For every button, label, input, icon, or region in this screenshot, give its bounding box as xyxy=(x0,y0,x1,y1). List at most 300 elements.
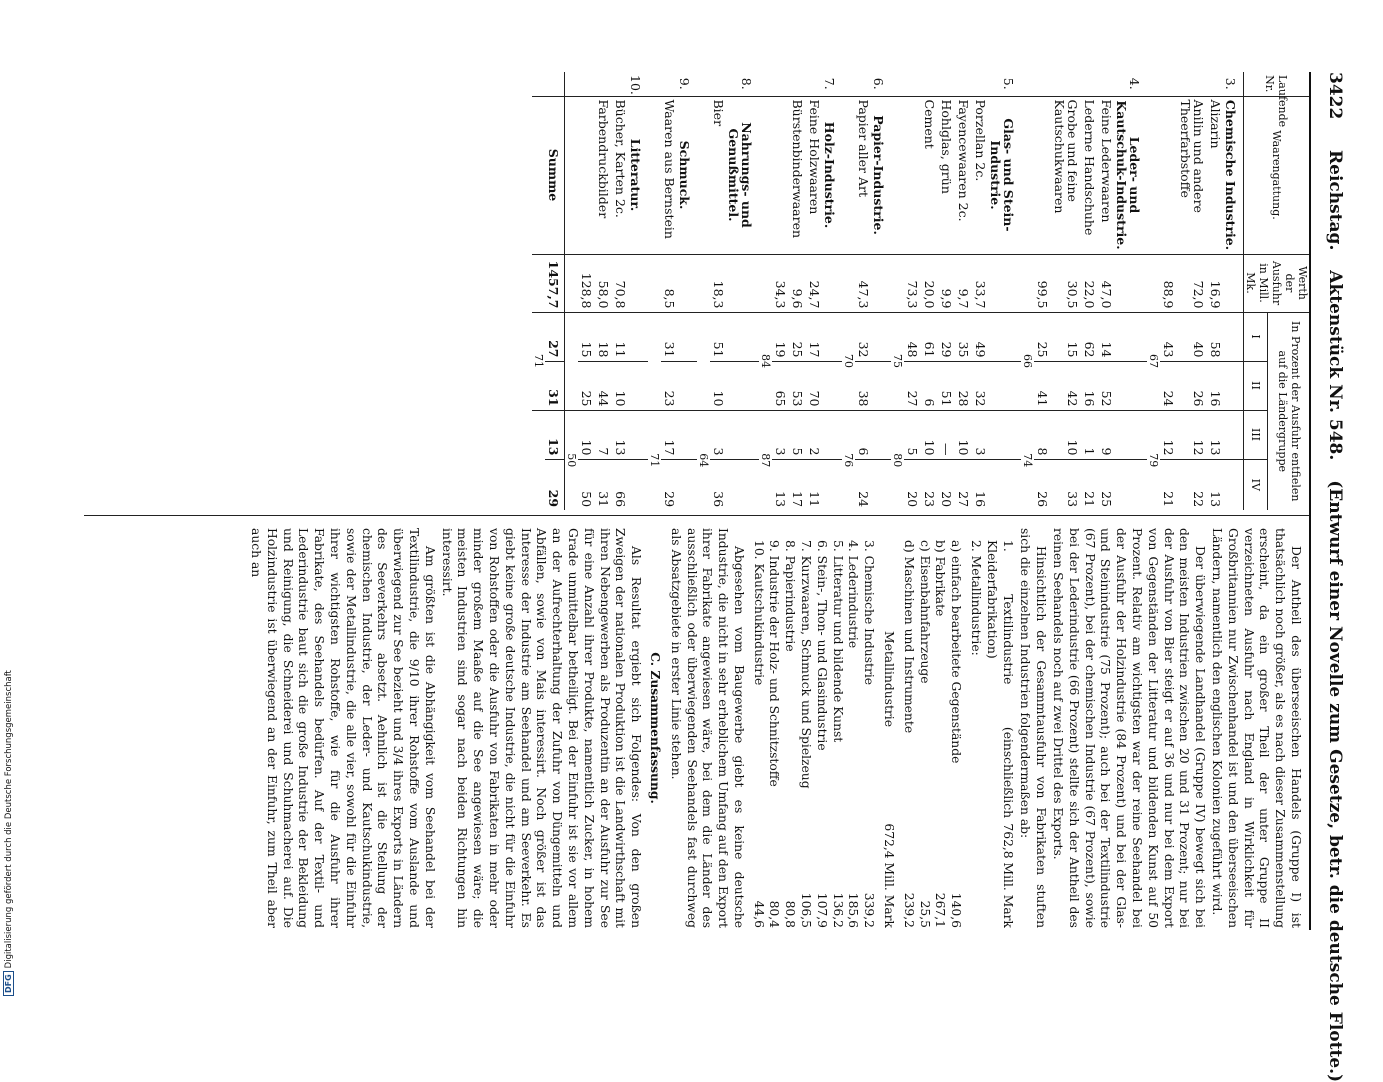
subtotal-i-iii: 74 xyxy=(1021,453,1034,468)
total-percent: 13 xyxy=(545,410,565,459)
table-row xyxy=(1034,72,1051,510)
table-row xyxy=(1081,72,1098,510)
total-subtotal-row xyxy=(532,72,545,510)
empty-cell xyxy=(823,410,842,459)
group-percent: 31 xyxy=(596,491,611,508)
subtotal-i-ii: 75 xyxy=(891,312,904,410)
group-percent: 7 xyxy=(595,410,612,459)
empty-cell xyxy=(678,410,697,459)
col-header-value: Werth der Ausfuhr in Mill. Mk. xyxy=(1244,254,1310,312)
table-body xyxy=(532,72,1244,510)
group-percent: 26 xyxy=(1035,491,1050,508)
row-number: 8. xyxy=(727,72,759,96)
empty-cell xyxy=(678,312,697,361)
empty-cell xyxy=(789,72,806,96)
running-title xyxy=(1325,150,1345,1082)
empty-cell xyxy=(629,410,648,459)
group-percent: 21 xyxy=(1161,491,1176,508)
export-value: 34,3 xyxy=(772,254,789,312)
group-percent: 13 xyxy=(773,491,788,508)
empty-cell xyxy=(1224,312,1244,361)
group-percent: 16 xyxy=(1081,361,1098,410)
group-percent: 42 xyxy=(1051,361,1081,410)
empty-cell xyxy=(629,459,648,510)
group-percent: 51 xyxy=(938,361,955,410)
group-percent: 11 xyxy=(807,491,822,508)
list-item-label: 7. Kurzwaaren, Schmuck und Spielzeug xyxy=(799,540,814,789)
empty-cell xyxy=(595,72,612,96)
item-name: Anilin und andere Theerfarbstoffe xyxy=(1177,96,1207,254)
row-number: 10. xyxy=(629,72,648,96)
subtotal-i-ii: 66 xyxy=(1021,312,1034,410)
item-name: Farbendruckbilder xyxy=(595,96,612,254)
empty-cell xyxy=(842,254,855,312)
export-value: 72,0 xyxy=(1177,254,1207,312)
table-row xyxy=(904,72,921,510)
export-value: 30,5 xyxy=(1051,254,1081,312)
table-section-row xyxy=(823,72,842,510)
subtotal-i-iii: 64 xyxy=(697,453,710,468)
col-header-group: II xyxy=(1244,361,1268,410)
group-percent: 25 xyxy=(789,312,806,361)
table-row xyxy=(661,72,678,510)
paragraph: Hinsichtlich der Gesammtausfuhr von Fabrikaten stuften sich die einzelnen Industrien folgendermaßen ab: xyxy=(1018,528,1049,928)
group-percent: 29 xyxy=(662,491,677,508)
empty-cell xyxy=(1147,96,1160,254)
table-row xyxy=(789,72,806,510)
group-percent: 33 xyxy=(1065,491,1080,508)
empty-cell xyxy=(806,72,823,96)
item-name: Papier aller Art xyxy=(855,96,872,254)
table-row xyxy=(855,72,872,510)
empty-cell xyxy=(565,96,579,254)
subtotal-row xyxy=(842,72,855,510)
row-number: 3. xyxy=(1224,72,1244,96)
empty-cell xyxy=(727,254,759,312)
export-value: 8,5 xyxy=(661,254,678,312)
table-row xyxy=(1207,72,1224,510)
paragraph: Als Resultat ergiebt sich Folgendes: Von den großen Zweigen der nationalen Produktion ist die Landwirthschaft mit ihren Nebengewerben als Produzentin an der Ausfuhr zur See für eine Anzahl ihrer Produkte, namentlich Zucker, in hohem Grade unmittelbar betheiligt. Bei der Einfuhr ist sie vor allem an der Aufrechterhaltung der Zufuhr von Düngemitteln und Abfällen, sowie von Mais interessirt. Noch größer ist das Interesse der Industrie am Seehandel und am Seeverkehr. Es giebt keine große deutsche Industrie, die nicht für die Einfuhr von Rohstoffen oder die Ausfuhr von Fabrikaten in mehr oder minder großem Maaße auf die See angewiesen wäre; die meisten Industrien sind sogar nach beiden Richtungen hin interessirt. xyxy=(439,528,644,928)
empty-cell xyxy=(891,72,904,96)
table-row xyxy=(938,72,955,510)
empty-cell xyxy=(648,96,661,254)
section-name xyxy=(727,96,759,254)
dfg-logo: DFG xyxy=(3,971,14,996)
item-name: Cement xyxy=(921,96,938,254)
section-title: Holz-Industrie. xyxy=(822,121,837,229)
empty-cell xyxy=(1224,459,1244,510)
list-item-value: 239,2 xyxy=(901,892,916,928)
table-section-row xyxy=(989,72,1021,510)
section-title: Leder- und Kautschuk-Industrie. xyxy=(1114,100,1142,250)
list-item xyxy=(829,528,845,928)
item-name: Fayencewaaren 2c. xyxy=(955,96,972,254)
section-name xyxy=(872,96,891,254)
section-title: Litteratur. xyxy=(628,138,643,212)
col-header-group: I xyxy=(1244,312,1268,361)
empty-cell xyxy=(727,361,759,410)
group-percent: 38 xyxy=(855,361,872,410)
total-subtotal: 71 xyxy=(532,312,545,410)
section-title: Reichstag. xyxy=(1325,150,1345,251)
row-number: 9. xyxy=(678,72,697,96)
subtotal-row xyxy=(891,72,904,510)
group-percent: 25 xyxy=(578,361,595,410)
group-percent: 10 xyxy=(955,410,972,459)
list-item xyxy=(766,528,782,928)
item-name xyxy=(578,96,595,254)
list-item-label: 10. Kautschukindustrie xyxy=(751,540,766,686)
group-percent: 49 xyxy=(972,312,989,361)
group-percent: 58 xyxy=(1207,312,1224,361)
group-percent: 16 xyxy=(1207,361,1224,410)
group-percent: 10 xyxy=(612,361,629,410)
list-item-value: 140,6 xyxy=(949,892,964,928)
group-percent: 5 xyxy=(904,410,921,459)
empty-cell xyxy=(697,72,710,96)
subtotal-i-iii: 76 xyxy=(842,453,855,468)
section-title: Papier-Industrie. xyxy=(871,115,886,235)
section-name xyxy=(1224,96,1244,254)
header-rule xyxy=(1309,72,1311,930)
empty-cell xyxy=(891,254,904,312)
item-name: Alizarin xyxy=(1207,96,1224,254)
group-percent: 9 xyxy=(1098,410,1115,459)
list-item xyxy=(782,528,798,928)
empty-cell xyxy=(842,72,855,96)
row-number: 4. xyxy=(1115,72,1147,96)
group-percent: 5 xyxy=(789,410,806,459)
empty-cell xyxy=(1021,72,1034,96)
subtotal-i-iii: 80 xyxy=(891,453,904,468)
empty-cell xyxy=(872,254,891,312)
subtotal-row xyxy=(1147,72,1160,510)
empty-cell xyxy=(1147,254,1160,312)
empty-cell xyxy=(872,410,891,459)
list-item xyxy=(916,528,932,928)
section-name xyxy=(989,96,1021,254)
list-item: 1. Textilindustrie (einschließlich Kleiderfabrikation) 762,8 Mill. Mark xyxy=(984,540,1015,928)
empty-cell xyxy=(989,361,1021,410)
table-row xyxy=(772,72,789,510)
empty-cell xyxy=(1051,72,1081,96)
group-percent: 62 xyxy=(1081,312,1098,361)
export-value: 47,3 xyxy=(855,254,872,312)
list-item-value: 339,2 xyxy=(862,892,877,928)
item-name: Feine Holzwaaren xyxy=(806,96,823,254)
col-header-name: Waarengattung. xyxy=(1244,96,1310,254)
empty-cell xyxy=(678,254,697,312)
group-percent: 8 xyxy=(1034,410,1051,459)
table-row xyxy=(1098,72,1115,510)
list-item xyxy=(845,528,861,928)
subject-title: (Entwurf einer Novelle zum Gesetze, betr. die deutsche Flotte.) xyxy=(1325,480,1345,1082)
col-header-group: IV xyxy=(1244,459,1268,510)
list-item-label: 4. Lederindustrie xyxy=(846,540,861,649)
list-item-label: d) Maschinen und Instrumente xyxy=(901,540,916,734)
paragraph: Der überwiegende Landhandel (Gruppe IV) bewegt sich bei den meisten Industrien zwischen 20 und 31 Prozent; nur bei der Ausfuhr von Bier steigt er auf 36 und nur bei dem Export von Gegenständen der Litteratur und bildenden Kunst auf 50 Prozent. Relativ am wichtigsten war der reine Seehandel bei der Ausfuhr der Holzindustrie (84 Prozent) und bei der Glas- und Steinindustrie (75 Prozent); auch bei der Textilindustrie (67 Prozent), bei der chemischen Industrie (67 Prozent), sowie bei der Lederindustrie (66 Prozent) stellte sich der Antheil des reinen Seehandels noch auf zwei Drittel des Exports. xyxy=(1051,528,1208,928)
group-percent: 19 xyxy=(772,312,789,361)
list-item xyxy=(900,528,916,928)
export-value: 47,0 xyxy=(1098,254,1115,312)
empty-cell xyxy=(532,410,545,510)
item-name: Waaren aus Bernstein xyxy=(661,96,678,254)
empty-cell xyxy=(629,361,648,410)
empty-cell xyxy=(710,72,727,96)
list-item: Metallindustrie 672,4 Mill. Mark xyxy=(882,631,897,928)
group-percent: 31 xyxy=(661,312,678,361)
group-percent: 66 xyxy=(613,491,628,508)
metal-industry-total xyxy=(880,528,896,928)
subtotal-row xyxy=(1021,72,1034,510)
empty-cell xyxy=(891,96,904,254)
table-section-row xyxy=(1115,72,1147,510)
empty-cell xyxy=(772,72,789,96)
empty-cell xyxy=(989,459,1021,510)
empty-cell xyxy=(678,459,697,510)
subtotal-i-ii xyxy=(697,312,710,410)
page-number: 3422 xyxy=(1325,72,1345,120)
group-percent: 12 xyxy=(1160,410,1177,459)
empty-cell xyxy=(565,72,579,96)
document-title: Aktenstück Nr. 548. xyxy=(1325,270,1345,461)
group-percent: 23 xyxy=(922,491,937,508)
empty-cell xyxy=(648,72,661,96)
group-percent: 50 xyxy=(579,491,594,508)
empty-cell xyxy=(1207,72,1224,96)
list-item-value: 106,5 xyxy=(799,892,814,928)
paragraph: Der Antheil des überseeischen Handels (Gruppe I) ist thatsächlich noch größer, als es nach dieser Zusammenstellung erscheint, da ein großer Theil der unter Gruppe II verzeichneten Ausfuhr nach England in Wirklichkeit für Großbritannien nur Zwischenhandel ist und den überseeischen Ländern, namentlich den englischen Kolonien zugeführt wird. xyxy=(1210,528,1303,928)
list-item-value: 80,4 xyxy=(767,900,782,928)
table-row xyxy=(972,72,989,510)
group-percent: 27 xyxy=(904,361,921,410)
digitization-text: Digitalisierung gefördert durch die Deutsche Forschungsgemeinschaft xyxy=(4,670,14,969)
subtotal-i-ii: 70 xyxy=(842,312,855,410)
empty-cell xyxy=(842,96,855,254)
list-item xyxy=(947,528,963,928)
industry-list-1 xyxy=(967,528,1014,928)
table-row xyxy=(1051,72,1081,510)
empty-cell xyxy=(921,72,938,96)
empty-cell xyxy=(1115,254,1147,312)
empty-cell xyxy=(727,312,759,361)
group-percent: 12 xyxy=(1177,410,1207,459)
item-name: Porzellan 2c. xyxy=(972,96,989,254)
group-percent: 6 xyxy=(921,361,938,410)
export-value: 99,5 xyxy=(1034,254,1051,312)
group-percent: 10 xyxy=(710,361,727,410)
empty-cell xyxy=(1115,361,1147,410)
table-section-row xyxy=(1224,72,1244,510)
subtotal-i-ii: 84 xyxy=(759,312,772,410)
export-value: 9,9 xyxy=(938,254,955,312)
export-value: 9,7 xyxy=(955,254,972,312)
empty-cell xyxy=(1021,254,1034,312)
subtotal-row xyxy=(759,72,772,510)
subtotal-row xyxy=(565,72,579,510)
empty-cell xyxy=(678,361,697,410)
section-name xyxy=(629,96,648,254)
group-percent: 61 xyxy=(921,312,938,361)
group-percent: 51 xyxy=(710,312,727,361)
empty-cell xyxy=(955,72,972,96)
export-value: 33,7 xyxy=(972,254,989,312)
empty-cell xyxy=(661,72,678,96)
table-section-row xyxy=(678,72,697,510)
empty-cell xyxy=(1160,72,1177,96)
table-section-row xyxy=(727,72,759,510)
empty-cell xyxy=(1115,312,1147,361)
empty-cell xyxy=(823,361,842,410)
empty-cell xyxy=(938,72,955,96)
empty-cell xyxy=(1224,410,1244,459)
empty-cell xyxy=(1034,72,1051,96)
list-item-value: 80,8 xyxy=(783,900,798,928)
item-name: Feine Lederwaaren xyxy=(1098,96,1115,254)
group-percent: 22 xyxy=(1191,491,1206,508)
row-number: 6. xyxy=(872,72,891,96)
group-percent: 23 xyxy=(661,361,678,410)
empty-cell xyxy=(697,254,710,312)
empty-cell xyxy=(545,72,565,96)
group-percent: 2 xyxy=(806,410,823,459)
export-table xyxy=(99,72,1309,510)
export-value: 128,8 xyxy=(578,254,595,312)
group-percent: 53 xyxy=(789,361,806,410)
subtotal-i-iii: 87 xyxy=(759,453,772,468)
list-item-value: 267,1 xyxy=(933,892,948,928)
empty-cell xyxy=(872,459,891,510)
section-title: Schmuck. xyxy=(677,140,692,210)
subtotal-row xyxy=(697,72,710,510)
list-item-label: 3. Chemische Industrie xyxy=(862,540,877,686)
empty-cell xyxy=(1147,72,1160,96)
table-row xyxy=(1160,72,1177,510)
list-item-value: 107,9 xyxy=(814,892,829,928)
table-row xyxy=(955,72,972,510)
group-percent: 18 xyxy=(595,312,612,361)
total-percent: 27 xyxy=(545,312,565,361)
table-row xyxy=(806,72,823,510)
empty-cell xyxy=(823,459,842,510)
group-percent: 40 xyxy=(1177,312,1207,361)
empty-cell xyxy=(872,361,891,410)
list-item xyxy=(860,528,876,928)
group-percent: 65 xyxy=(772,361,789,410)
group-percent: 3 xyxy=(972,410,989,459)
list-item-value: 25,5 xyxy=(917,900,932,928)
group-percent: 35 xyxy=(955,312,972,361)
export-value: 24,7 xyxy=(806,254,823,312)
empty-cell xyxy=(532,254,545,312)
list-item-label: c) Eisenbahnfahrzeuge xyxy=(917,540,932,684)
subtotal-i-iii: 50 xyxy=(565,453,578,468)
empty-cell xyxy=(1224,361,1244,410)
table-row xyxy=(921,72,938,510)
group-percent: 52 xyxy=(1098,361,1115,410)
empty-cell xyxy=(759,72,772,96)
group-percent: 41 xyxy=(1034,361,1051,410)
digitization-note xyxy=(3,670,14,996)
empty-cell xyxy=(648,254,661,312)
total-row xyxy=(545,72,565,510)
body-text xyxy=(246,528,1303,928)
item-name xyxy=(904,96,921,254)
empty-cell xyxy=(1224,254,1244,312)
group-percent: 44 xyxy=(595,361,612,410)
total-percent: 29 xyxy=(545,459,565,510)
export-value: 16,9 xyxy=(1207,254,1224,312)
group-percent: 15 xyxy=(1051,312,1081,361)
empty-cell xyxy=(697,96,710,254)
group-percent: 29 xyxy=(938,312,955,361)
subtotal-i-ii xyxy=(565,312,579,410)
subtotal-i-ii xyxy=(648,312,661,410)
section-title: Nahrungs- und Genußmittel. xyxy=(726,122,754,228)
group-percent: 36 xyxy=(711,491,726,508)
group-percent: 17 xyxy=(806,312,823,361)
group-percent: 13 xyxy=(612,410,629,459)
col-header-no: Laufende Nr. xyxy=(1244,72,1310,96)
table-section-row xyxy=(629,72,648,510)
empty-cell xyxy=(1081,72,1098,96)
group-percent: 14 xyxy=(1098,312,1115,361)
empty-cell xyxy=(565,254,579,312)
item-name xyxy=(1160,96,1177,254)
empty-cell xyxy=(872,312,891,361)
group-percent: 10 xyxy=(1051,410,1081,459)
empty-cell xyxy=(823,312,842,361)
table-row xyxy=(595,72,612,510)
group-percent: 6 xyxy=(855,410,872,459)
list-item xyxy=(932,528,948,928)
page-header xyxy=(1315,72,1345,1082)
item-name: Bier xyxy=(710,96,727,254)
export-value: 20,0 xyxy=(921,254,938,312)
list-item-value: 136,2 xyxy=(830,892,845,928)
table-row xyxy=(710,72,727,510)
group-percent: 3 xyxy=(772,410,789,459)
item-name xyxy=(1034,96,1051,254)
list-item xyxy=(813,528,829,928)
row-number: 5. xyxy=(989,72,1021,96)
section-name xyxy=(678,96,697,254)
empty-cell xyxy=(989,312,1021,361)
empty-cell xyxy=(578,72,595,96)
list-item-label: 8. Papierindustrie xyxy=(783,540,798,652)
empty-cell xyxy=(855,72,872,96)
list-item-value: 44,6 xyxy=(751,900,766,928)
empty-cell xyxy=(972,72,989,96)
group-percent: 32 xyxy=(972,361,989,410)
list-item-label: 9. Industrie der Holz- und Schnitzstoffe xyxy=(767,540,782,787)
group-percent: 25 xyxy=(1099,491,1114,508)
item-name: Grobe und feine Kautschukwaaren xyxy=(1051,96,1081,254)
empty-cell xyxy=(759,254,772,312)
group-percent: 28 xyxy=(955,361,972,410)
table-row xyxy=(578,72,595,510)
section-name xyxy=(1115,96,1147,254)
total-value: 1457,7 xyxy=(545,254,565,312)
group-percent: 20 xyxy=(939,491,954,508)
item-name: Hohlglas, grün xyxy=(938,96,955,254)
empty-cell xyxy=(1115,410,1147,459)
export-value: 73,3 xyxy=(904,254,921,312)
export-value: 9,6 xyxy=(789,254,806,312)
section-name xyxy=(823,96,842,254)
item-name: Bürstenbinderwaaren xyxy=(789,96,806,254)
item-name xyxy=(772,96,789,254)
